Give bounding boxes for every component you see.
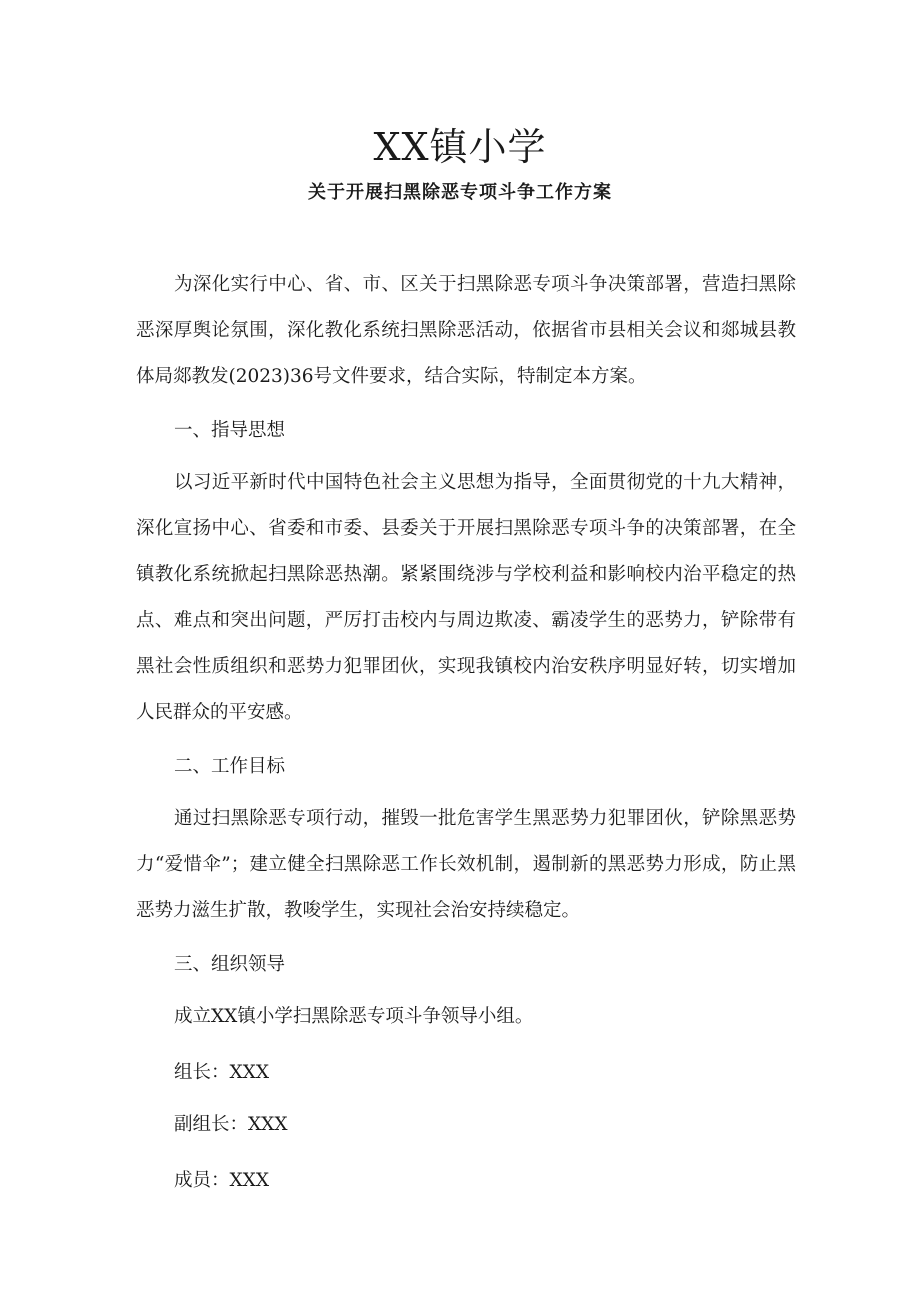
intro-paragraph: 为深化实行中心、省、市、区关于扫黑除恶专项斗争决策部署，营造扫黑除恶深厚舆论氛围，深化教化系统扫黑除恶活动，依据省市县相关会议和郯城县教体局郯教发(2023)36号文件要求，结合实际，特制定本方案。 [136,274,796,387]
section-2-heading: 二、工作目标 [174,756,286,777]
document-title: XX镇小学 [373,125,547,169]
section-3-heading: 三、组织领导 [174,954,286,975]
group-leader-line: 组长：XXX [174,1062,270,1083]
section-1-paragraph: 以习近平新时代中国特色社会主义思想为指导，全面贯彻党的十九大精神，深化宣扬中心、省委和市委、县委关于开展扫黑除恶专项斗争的决策部署，在全镇教化系统掀起扫黑除恶热潮。紧紧围绕涉与学校利益和影响校内治平稳定的热点、难点和突出问题，严厉打击校内与周边欺凌、霸凌学生的恶势力，铲除带有黑社会性质组织和恶势力犯罪团伙，实现我镇校内治安秩序明显好转，切实增加人民群众的平安感。 [136,472,796,723]
section-2-paragraph: 通过扫黑除恶专项行动，摧毁一批危害学生黑恶势力犯罪团伙，铲除黑恶势力“爱惜伞”；建立健全扫黑除恶工作长效机制，遏制新的黑恶势力形成，防止黑恶势力滋生扩散，教唆学生，实现社会治安持续稳定。 [136,808,796,921]
members-line: 成员：XXX [174,1170,270,1191]
section-3-paragraph: 成立XX镇小学扫黑除恶专项斗争领导小组。 [174,1006,534,1027]
section-1-heading: 一、指导思想 [174,420,286,441]
document-subtitle: 关于开展扫黑除恶专项斗争工作方案 [308,182,612,203]
deputy-leader-line: 副组长：XXX [174,1114,288,1135]
document-body [136,262,796,1204]
